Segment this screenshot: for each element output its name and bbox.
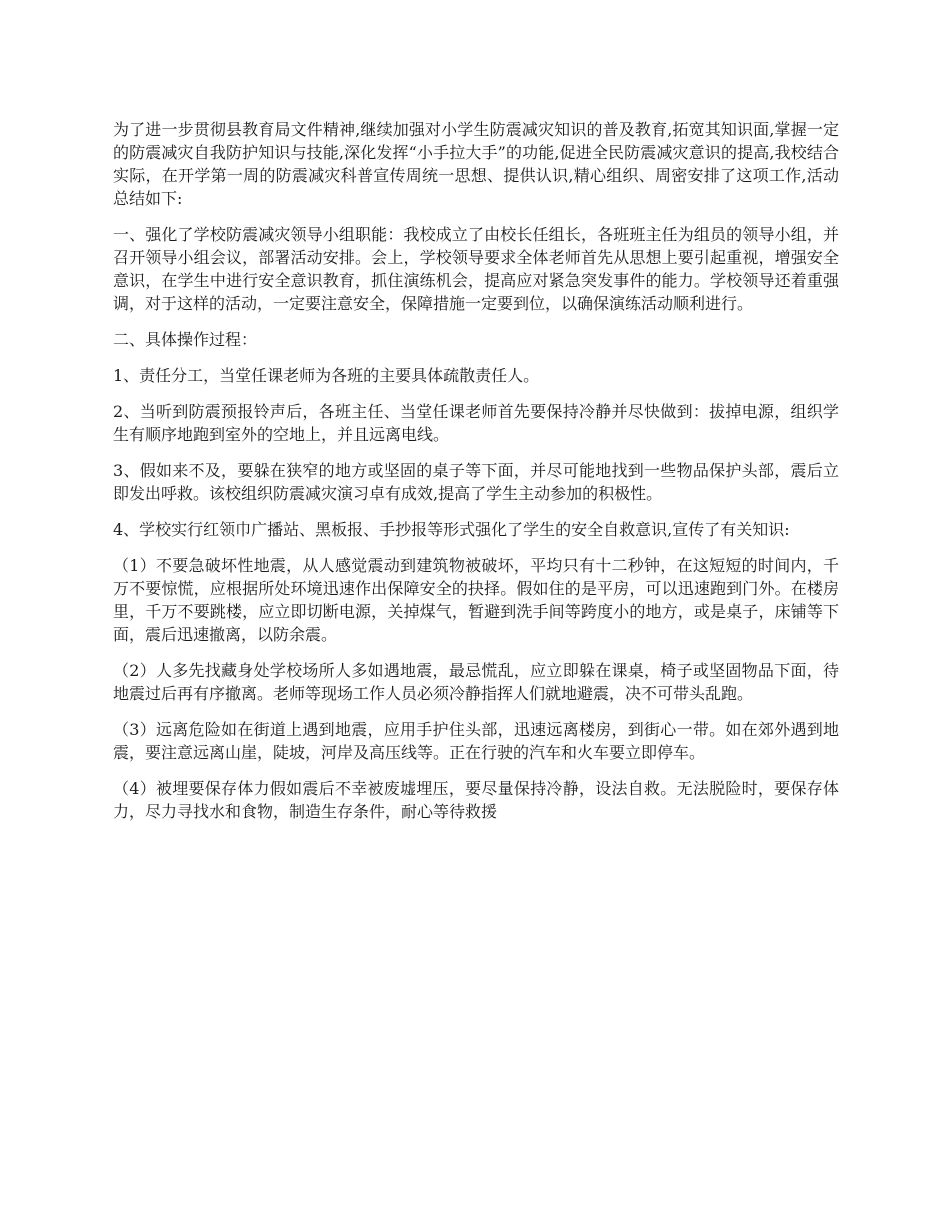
knowledge-item-3: （3）远离危险如在街道上遇到地震，应用手护住头部，迅速远离楼房，到街心一带。如在郊外遇到地震，要注意远离山崖，陡坡，河岸及高压线等。正在行驶的汽车和火车要立即停车。 [113, 720, 839, 762]
knowledge-item-1: （1）不要急破坏性地震，从人感觉震动到建筑物被破坏，平均只有十二秒钟，在这短短的时间内，千万不要惊慌，应根据所处环境迅速作出保障安全的抉择。假如住的是平房，可以迅速跑到门外。在楼房里，千万不要跳楼，应立即切断电源，关掉煤气，暂避到洗手间等跨度小的地方，或是桌子，床铺等下面，震后迅速撤离，以防余震。 [113, 556, 839, 644]
intro-paragraph: 为了进一步贯彻县教育局文件精神,继续加强对小学生防震减灾知识的普及教育,拓宽其知识面,掌握一定的防震减灾自我防护知识与技能,深化发挥“小手拉大手”的功能,促进全民防震减灾意识的提高,我校结合实际，在开学第一周的防震减灾科普宣传周统一思想、提供认识,精心组织、周密安排了这项工作,活动总结如下: [113, 120, 839, 208]
knowledge-item-2: （2）人多先找藏身处学校场所人多如遇地震，最忌慌乱，应立即躲在课桌，椅子或坚固物品下面，待地震过后再有序撤离。老师等现场工作人员必须冷静指挥人们就地避震，决不可带头乱跑。 [113, 661, 839, 703]
process-item-4: 4、学校实行红领巾广播站、黑板报、手抄报等形式强化了学生的安全自救意识,宣传了有关知识: [113, 520, 790, 539]
section-leadership-paragraph: 一、强化了学校防震减灾领导小组职能：我校成立了由校长任组长，各班班主任为组员的领导小组，并召开领导小组会议，部署活动安排。会上，学校领导要求全体老师首先从思想上要引起重视，增强安全意识，在学生中进行安全意识教育，抓住演练机会，提高应对紧急突发事件的能力。学校领导还着重强调，对于这样的活动，一定要注意安全，保障措施一定要到位，以确保演练活动顺利进行。 [113, 225, 839, 313]
process-item-2: 2、当听到防震预报铃声后，各班主任、当堂任课老师首先要保持冷静并尽快做到：拔掉电源，组织学生有顺序地跑到室外的空地上，并且远离电线。 [113, 402, 839, 444]
knowledge-item-4: （4）被埋要保存体力假如震后不幸被废墟埋压，要尽量保持冷静，设法自救。无法脱险时，要保存体力，尽力寻找水和食物，制造生存条件，耐心等待救援 [113, 779, 839, 821]
process-item-1: 1、责任分工，当堂任课老师为各班的主要具体疏散责任人。 [113, 366, 540, 385]
section-heading-process: 二、具体操作过程： [113, 330, 258, 349]
document-body [113, 118, 839, 836]
process-item-3: 3、假如来不及，要躲在狭窄的地方或坚固的桌子等下面，并尽可能地找到一些物品保护头部，震后立即发出呼救。该校组织防震减灾演习卓有成效,提高了学生主动参加的积极性。 [113, 461, 839, 503]
